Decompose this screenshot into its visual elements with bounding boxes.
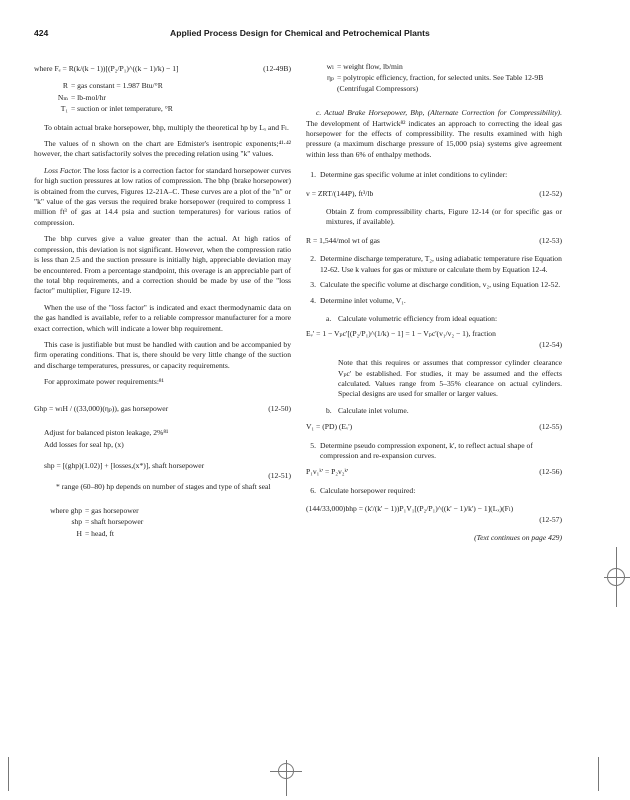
note: Obtain Z from compressibility charts, Figure 12-14 (or for specific gas or mixtures, if available).: [326, 207, 562, 227]
list-item: 1. Determine gas specific volume at inlet conditions to cylinder:: [310, 170, 508, 180]
left-column: [34, 62, 291, 540]
equation-12-53: [306, 236, 562, 246]
footnote: * range (60–80) hp depends on number of stages and type of shaft seal: [56, 481, 271, 491]
paragraph-lead: Loss Factor.: [44, 165, 82, 175]
list-item: 2. Determine discharge temperature, T₂, using adiabatic temperature rise Equation 12-62. Use k values for gas or mixture or calculate them by Equation 12-4.: [310, 254, 562, 274]
equation-12-49b: [34, 64, 291, 74]
equation-number: (12-54): [539, 339, 562, 349]
list-item: 4. Determine inlet volume, V₁.: [310, 295, 406, 305]
sub-list-item: a. Calculate volumetric efficiency from ideal equation:: [326, 313, 498, 323]
definition-row: T₁ = suction or inlet temperature, °R: [60, 104, 173, 114]
equation-text: P₁v₁ᵏ' = P₂v₂ᵏ': [306, 467, 349, 477]
paragraph: For approximate power requirements:⁸¹: [44, 377, 164, 387]
equation-12-52: [306, 189, 562, 199]
paragraph: Loss Factor. The loss factor is a correction factor for standard horsepower curves for high suction pressures at low ratios of compression. The bhp (brake horsepower) is obtained from the curves, Figures 12-21A–C. These curves are a plot of the "n" or "k" value of the gas versus the required brake horsepower (required to compress 1 million ft³ of gas at 14.4 psia and suction temperatures) for various ratios of compression.: [34, 165, 291, 227]
equation-12-51: [44, 461, 291, 482]
equation-number: (12-55): [539, 422, 562, 432]
sub-list-item: b. Calculate inlet volume.: [326, 405, 409, 415]
page-number: 424: [34, 28, 49, 38]
list-item: 5. Determine pseudo compression exponent, k', to reflect actual shape of compression and re-expansion curves.: [310, 440, 533, 460]
equation-text: where Fₑ = R(k/(k − 1))[(P₂/P₁)^((k − 1)/k) − 1]: [34, 64, 179, 73]
equation-12-57: [306, 504, 562, 525]
list-item: 6. Calculate horsepower required:: [310, 485, 416, 495]
equation-text: V₁ = (PD) (Eᵥ'): [306, 422, 353, 432]
equation-text: Ghp = wₗH / ((33,000)(ηₚ)), gas horsepower: [34, 403, 169, 413]
definition-row: R = gas constant = 1.987 Btu/°R: [62, 81, 163, 91]
registration-mark-icon: [607, 568, 625, 586]
running-title: Applied Process Design for Chemical and Petrochemical Plants: [170, 28, 430, 38]
list-item: 3. Calculate the specific volume at discharge condition, v₂, using Equation 12-52.: [310, 280, 561, 290]
definition-row: wₗ = weight flow, lb/min: [326, 62, 403, 71]
equation-number: (12-52): [539, 188, 562, 198]
crop-mark: [8, 757, 9, 791]
equation-text: Eᵥ' = 1 − Vₚc'[(P₂/P₁)^(1/k) − 1] = 1 − Vₚc'(v₁/v₂ − 1), fraction: [306, 329, 496, 339]
equation-number: (12-51): [268, 471, 291, 481]
registration-mark-icon: [278, 763, 294, 779]
equation-12-54: [306, 329, 562, 350]
paragraph: Add losses for seal hp, (x): [44, 440, 124, 450]
equation-12-50: [34, 404, 291, 414]
paragraph: The values of n shown on the chart are Edmister's isentropic exponents;⁴¹·⁴² however, the chart satisfactorily solves the preceding relation using "k" values.: [34, 139, 291, 159]
crop-mark: [598, 757, 599, 791]
definition-row: where ghp = gas horsepower: [50, 506, 139, 515]
equation-number: (12-57): [539, 514, 562, 524]
paragraph-lead: c. Actual Brake Horsepower, Bhp, (Alternate Correction for Compressibility).: [316, 108, 562, 118]
equation-12-56: [306, 467, 562, 477]
equation-number: (12-49B): [263, 64, 291, 73]
paragraph: The bhp curves give a value greater than the actual. At high ratios of compression, this deviation is not significant. However, when the compression ratio is less than 2.5 and the suction pressure is initially high, appreciable deviation may be encountered. From a percentage standpoint, this overage is an appreciable part of the total bhp requirements, and a correction should be made by use of the "loss factor" multiplier, Figure 12-19.: [34, 234, 291, 296]
equation-text: v = ZRT/(144P), ft³/lb: [306, 188, 374, 198]
equation-text: R = 1,544/mol wt of gas: [306, 235, 380, 245]
definition-row: shp = shaft horsepower: [71, 517, 144, 527]
equation-text: (144/33,000)bhp = (k'/(k' − 1))P₁V₁[(P₂/P₁)^((k' − 1)/k') − 1](Lₓ)(Fₗ): [306, 504, 514, 514]
equation-number: (12-50): [268, 403, 291, 413]
equation-number: (12-53): [539, 235, 562, 245]
continuation-note: (Text continues on page 429): [474, 533, 562, 542]
paragraph: c. Actual Brake Horsepower, Bhp, (Alternate Correction for Compressibility). The development of Hartwick⁸² indicates an approach to correcting the ideal gas horsepower for the effects of compressibility. The results examined with high pressure (a maximum discharge pressure of 15,000 psia) systems give agreement within less than 6% of enthalpy methods.: [306, 108, 562, 159]
paragraph: When the use of the "loss factor" is indicated and exact thermodynamic data on the gas handled is available, refer to a reliable compressor manufacturer for a more exact correction, which will indicate a lower bhp requirement.: [34, 302, 291, 333]
equation-text: shp = [(ghp)(1.02)] + [losses,(x*)], shaft horsepower: [44, 460, 205, 470]
definition-row: ηₚ = polytropic efficiency, fraction, for selected units. See Table 12-9B (Centrifugal Compressors): [326, 73, 544, 93]
paragraph: Adjust for balanced piston leakage, 2%⁸¹: [44, 427, 169, 437]
definition-row: Nₘ = lb-mol/hr: [57, 92, 106, 102]
equation-number: (12-56): [539, 467, 562, 477]
definition-row: H = head, ft: [76, 528, 114, 538]
paragraph: This case is justifiable but must be handled with caution and be accompanied by firm operating conditions. That is, there should be very little change of the suction and discharge temperatures, pressures, or capacity requirements.: [34, 339, 291, 370]
equation-12-55: [306, 422, 562, 432]
note: Note that this requires or assumes that compressor cylinder clearance Vₚc' be established. For studies, it may be assumed and the effects calculated. Values range from 5–35% clearance on actual cylinders. Special designs are used for smaller or larger values.: [338, 358, 562, 399]
right-column: [306, 62, 562, 543]
paragraph: To obtain actual brake horsepower, bhp, multiply the theoretical hp by Lₓ and Fₗ.: [44, 122, 289, 132]
